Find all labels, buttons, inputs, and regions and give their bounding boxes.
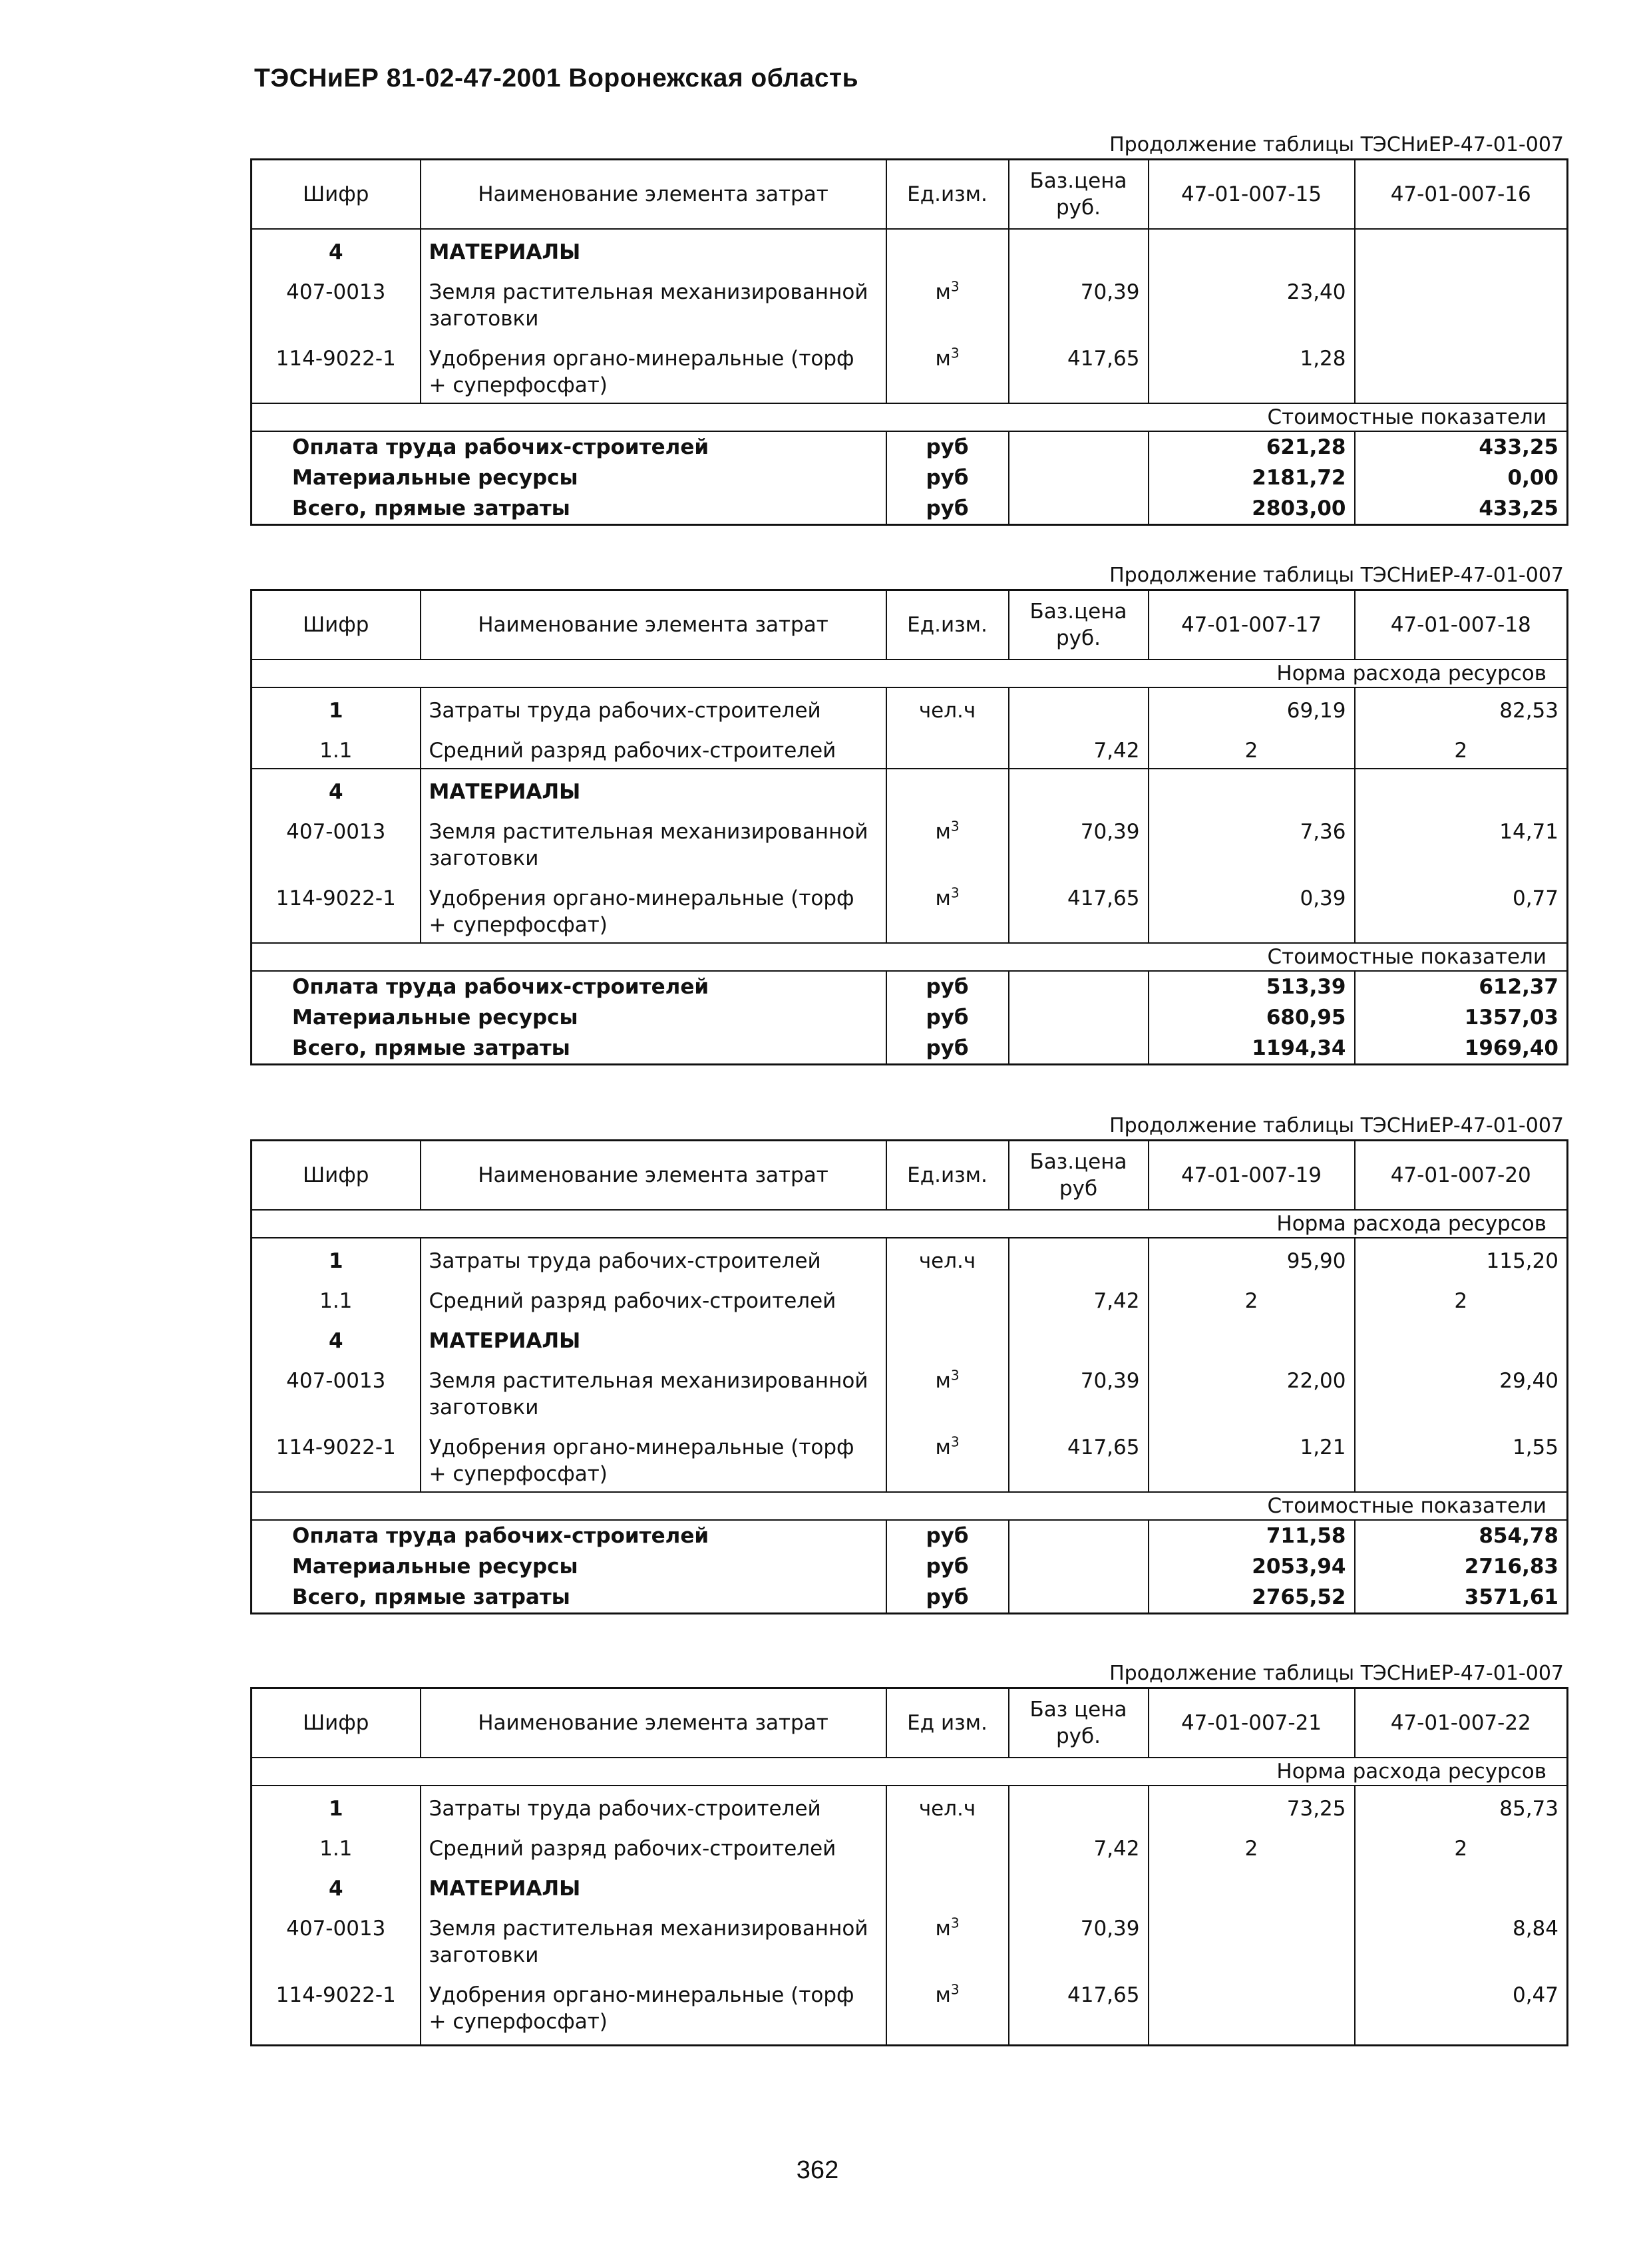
col-header-price: Баз.цена руб bbox=[1009, 1141, 1149, 1211]
cost-value-2: 2716,83 bbox=[1464, 1555, 1558, 1579]
row-value-2: 2 bbox=[1454, 1837, 1468, 1861]
col-header-name: Наименование элемента затрат bbox=[421, 1688, 886, 1758]
row-unit bbox=[886, 1973, 1009, 2046]
row-unit bbox=[886, 728, 1009, 769]
row-value-1 bbox=[1149, 769, 1355, 809]
section-norm-label: Норма расхода ресурсов bbox=[252, 660, 1568, 687]
cost-price bbox=[1009, 1582, 1149, 1614]
row-price: 417,65 bbox=[1009, 876, 1149, 943]
table-row bbox=[252, 769, 1568, 809]
cost-unit: руб bbox=[886, 493, 1009, 525]
row-value-2: 29,40 bbox=[1499, 1369, 1558, 1393]
table-block-4 bbox=[250, 1660, 1566, 2046]
row-value-2 bbox=[1355, 1866, 1568, 1906]
row-unit: чел.ч bbox=[886, 1786, 1009, 1826]
unit-cubic-meter: $м^3$ bbox=[935, 1915, 960, 1941]
cost-value-1: 621,28 bbox=[1149, 431, 1355, 463]
row-code: 1 bbox=[252, 1786, 421, 1826]
row-value-1: 7,36 bbox=[1149, 809, 1355, 876]
section-cost-label: Стоимостные показатели bbox=[252, 403, 1568, 431]
cost-unit: руб bbox=[886, 971, 1009, 1002]
cost-unit: руб bbox=[886, 1582, 1009, 1614]
row-code: 4 bbox=[252, 769, 421, 809]
table-block-2 bbox=[250, 562, 1566, 1065]
cost-value-2: 0,00 bbox=[1507, 466, 1558, 490]
table-header-row bbox=[252, 1141, 1568, 1211]
unit-cubic-meter: $м^3$ bbox=[935, 1981, 960, 2007]
table-caption: Продолжение таблицы ТЭСНиЕР-47-01-007 bbox=[1109, 564, 1564, 587]
cost-price bbox=[1009, 431, 1149, 463]
col-header-norm-2: 47-01-007-22 bbox=[1355, 1688, 1568, 1758]
table-header-row bbox=[252, 160, 1568, 230]
row-price: 70,39 bbox=[1009, 1358, 1149, 1425]
cost-price bbox=[1009, 493, 1149, 525]
section-norm-label: Норма расхода ресурсов bbox=[252, 1758, 1568, 1786]
cost-value-2: 1357,03 bbox=[1464, 1006, 1558, 1030]
unit-cubic-meter: $м^3$ bbox=[935, 818, 960, 844]
section-norm-row bbox=[252, 660, 1568, 687]
cost-row-materials bbox=[252, 1002, 1568, 1033]
col-header-unit: Ед изм. bbox=[886, 1688, 1009, 1758]
unit-cubic-meter: $м^3$ bbox=[935, 1367, 960, 1393]
row-name: Затраты труда рабочих-строителей bbox=[421, 1238, 886, 1278]
row-code: 407-0013 bbox=[252, 809, 421, 876]
unit-cubic-meter: $м^3$ bbox=[935, 278, 960, 304]
table-row bbox=[252, 687, 1568, 728]
col-header-norm-1: 47-01-007-19 bbox=[1149, 1141, 1355, 1211]
row-value-1: 23,40 bbox=[1149, 270, 1355, 336]
cost-label: Всего, прямые затраты bbox=[252, 493, 886, 525]
table-row bbox=[252, 1318, 1568, 1358]
cost-value-2: 1969,40 bbox=[1464, 1036, 1558, 1060]
cost-label: Оплата труда рабочих-строителей bbox=[252, 1520, 886, 1551]
table-row bbox=[252, 270, 1568, 336]
row-code: 1.1 bbox=[252, 728, 421, 769]
row-price bbox=[1009, 1318, 1149, 1358]
row-name: Земля растительная механизированной заготовки bbox=[421, 1358, 886, 1425]
row-name: МАТЕРИАЛЫ bbox=[421, 769, 886, 809]
row-name: Средний разряд рабочих-строителей bbox=[421, 728, 886, 769]
col-header-norm-2: 47-01-007-20 bbox=[1355, 1141, 1568, 1211]
section-cost-label: Стоимостные показатели bbox=[252, 1492, 1568, 1520]
row-code: 1 bbox=[252, 1238, 421, 1278]
row-value-1 bbox=[1149, 1866, 1355, 1906]
row-name: Средний разряд рабочих-строителей bbox=[421, 1826, 886, 1866]
row-value-1: 22,00 bbox=[1149, 1358, 1355, 1425]
row-code: 114-9022-1 bbox=[252, 1973, 421, 2046]
cost-value-1: 2181,72 bbox=[1149, 463, 1355, 493]
estimate-table-3 bbox=[250, 1139, 1568, 1614]
table-row bbox=[252, 728, 1568, 769]
cost-value-1: 1194,34 bbox=[1149, 1033, 1355, 1065]
col-header-price: Баз.цена руб. bbox=[1009, 590, 1149, 660]
table-row bbox=[252, 1786, 1568, 1826]
table-row bbox=[252, 1425, 1568, 1492]
table-row bbox=[252, 1866, 1568, 1906]
row-name: МАТЕРИАЛЫ bbox=[421, 229, 886, 270]
col-header-norm-1: 47-01-007-17 bbox=[1149, 590, 1355, 660]
row-value-2: 0,47 bbox=[1512, 1983, 1558, 2007]
row-name: Удобрения органо-минеральные (торф + суперфосфат) bbox=[421, 336, 886, 403]
row-value-1: 2 bbox=[1149, 728, 1355, 769]
col-header-unit: Ед.изм. bbox=[886, 160, 1009, 230]
row-price: 70,39 bbox=[1009, 809, 1149, 876]
table-row bbox=[252, 876, 1568, 943]
col-header-name: Наименование элемента затрат bbox=[421, 590, 886, 660]
row-value-1: 73,25 bbox=[1149, 1786, 1355, 1826]
row-price: 417,65 bbox=[1009, 336, 1149, 403]
cost-row-labor bbox=[252, 971, 1568, 1002]
row-value-2: 8,84 bbox=[1512, 1917, 1558, 1941]
table-row bbox=[252, 1906, 1568, 1973]
row-value-1: 2 bbox=[1149, 1826, 1355, 1866]
row-price bbox=[1009, 229, 1149, 270]
col-header-price: Баз цена руб. bbox=[1009, 1688, 1149, 1758]
row-code: 407-0013 bbox=[252, 270, 421, 336]
row-code: 4 bbox=[252, 229, 421, 270]
row-value-1: 2 bbox=[1149, 1278, 1355, 1318]
unit-cubic-meter: $м^3$ bbox=[935, 345, 960, 371]
table-row bbox=[252, 1826, 1568, 1866]
page-number: 362 bbox=[796, 2156, 839, 2184]
table-caption: Продолжение таблицы ТЭСНиЕР-47-01-007 bbox=[1109, 1662, 1564, 1685]
row-code: 407-0013 bbox=[252, 1906, 421, 1973]
col-header-code: Шифр bbox=[252, 1141, 421, 1211]
table-header-row bbox=[252, 590, 1568, 660]
row-unit bbox=[886, 1826, 1009, 1866]
section-cost-row bbox=[252, 943, 1568, 971]
col-header-name: Наименование элемента затрат bbox=[421, 160, 886, 230]
row-name: МАТЕРИАЛЫ bbox=[421, 1866, 886, 1906]
col-header-code: Шифр bbox=[252, 1688, 421, 1758]
col-header-norm-2: 47-01-007-18 bbox=[1355, 590, 1568, 660]
cost-price bbox=[1009, 971, 1149, 1002]
cost-price bbox=[1009, 463, 1149, 493]
section-cost-label: Стоимостные показатели bbox=[252, 943, 1568, 971]
row-code: 407-0013 bbox=[252, 1358, 421, 1425]
row-name: Земля растительная механизированной заготовки bbox=[421, 270, 886, 336]
cost-label: Материальные ресурсы bbox=[252, 1551, 886, 1582]
row-value-1: 0,39 bbox=[1149, 876, 1355, 943]
row-value-2 bbox=[1355, 229, 1568, 270]
row-value-1 bbox=[1149, 1318, 1355, 1358]
col-header-norm-1: 47-01-007-15 bbox=[1149, 160, 1355, 230]
cost-unit: руб bbox=[886, 1551, 1009, 1582]
section-cost-row bbox=[252, 1492, 1568, 1520]
row-code: 1 bbox=[252, 687, 421, 728]
row-price bbox=[1009, 1238, 1149, 1278]
row-unit bbox=[886, 1278, 1009, 1318]
cost-row-labor bbox=[252, 431, 1568, 463]
row-code: 1.1 bbox=[252, 1826, 421, 1866]
cost-unit: руб bbox=[886, 1520, 1009, 1551]
cost-row-total bbox=[252, 1033, 1568, 1065]
cost-label: Материальные ресурсы bbox=[252, 463, 886, 493]
row-value-2: 1,55 bbox=[1512, 1435, 1558, 1459]
row-unit bbox=[886, 336, 1009, 403]
cost-value-2: 433,25 bbox=[1479, 435, 1558, 459]
cost-row-materials bbox=[252, 1551, 1568, 1582]
page-header-title: ТЭСНиЕР 81-02-47-2001 Воронежская область bbox=[254, 64, 859, 93]
cost-unit: руб bbox=[886, 1033, 1009, 1065]
col-header-code: Шифр bbox=[252, 590, 421, 660]
row-value-2: 82,53 bbox=[1499, 699, 1558, 723]
row-value-1: 1,21 bbox=[1149, 1425, 1355, 1492]
row-code: 1.1 bbox=[252, 1278, 421, 1318]
section-cost-row bbox=[252, 403, 1568, 431]
row-name: Земля растительная механизированной заготовки bbox=[421, 1906, 886, 1973]
table-caption: Продолжение таблицы ТЭСНиЕР-47-01-007 bbox=[1109, 133, 1564, 156]
cost-label: Всего, прямые затраты bbox=[252, 1582, 886, 1614]
row-unit bbox=[886, 1358, 1009, 1425]
row-name: Удобрения органо-минеральные (торф + суперфосфат) bbox=[421, 1425, 886, 1492]
cost-price bbox=[1009, 1551, 1149, 1582]
row-name: Затраты труда рабочих-строителей bbox=[421, 1786, 886, 1826]
col-header-code: Шифр bbox=[252, 160, 421, 230]
cost-label: Всего, прямые затраты bbox=[252, 1033, 886, 1065]
section-norm-row bbox=[252, 1210, 1568, 1238]
row-price bbox=[1009, 1866, 1149, 1906]
row-value-2: 0,77 bbox=[1512, 886, 1558, 910]
cost-value-1: 680,95 bbox=[1149, 1002, 1355, 1033]
row-price: 417,65 bbox=[1009, 1425, 1149, 1492]
row-value-2: 2 bbox=[1454, 739, 1468, 763]
table-block-1 bbox=[250, 132, 1566, 526]
row-price: 7,42 bbox=[1009, 1278, 1149, 1318]
estimate-table-4 bbox=[250, 1687, 1568, 2046]
table-row bbox=[252, 1973, 1568, 2046]
estimate-table-2 bbox=[250, 589, 1568, 1065]
row-value-1 bbox=[1149, 1973, 1355, 2046]
row-unit: чел.ч bbox=[886, 1238, 1009, 1278]
cost-value-2: 433,25 bbox=[1479, 496, 1558, 520]
cost-label: Оплата труда рабочих-строителей bbox=[252, 431, 886, 463]
unit-cubic-meter: $м^3$ bbox=[935, 884, 960, 910]
col-header-name: Наименование элемента затрат bbox=[421, 1141, 886, 1211]
cost-unit: руб bbox=[886, 1002, 1009, 1033]
cost-price bbox=[1009, 1002, 1149, 1033]
table-header-row bbox=[252, 1688, 1568, 1758]
row-value-2: 115,20 bbox=[1486, 1249, 1558, 1273]
cost-value-2: 3571,61 bbox=[1464, 1585, 1558, 1609]
row-value-2 bbox=[1355, 270, 1568, 336]
row-price: 7,42 bbox=[1009, 1826, 1149, 1866]
row-price: 70,39 bbox=[1009, 1906, 1149, 1973]
row-value-2: 14,71 bbox=[1499, 820, 1558, 844]
row-code: 114-9022-1 bbox=[252, 876, 421, 943]
cost-unit: руб bbox=[886, 463, 1009, 493]
cost-value-1: 513,39 bbox=[1149, 971, 1355, 1002]
row-code: 114-9022-1 bbox=[252, 336, 421, 403]
cost-value-2: 854,78 bbox=[1479, 1524, 1558, 1548]
cost-price bbox=[1009, 1033, 1149, 1065]
cost-label: Материальные ресурсы bbox=[252, 1002, 886, 1033]
row-name: МАТЕРИАЛЫ bbox=[421, 1318, 886, 1358]
row-name: Земля растительная механизированной заготовки bbox=[421, 809, 886, 876]
col-header-norm-1: 47-01-007-21 bbox=[1149, 1688, 1355, 1758]
row-value-1: 95,90 bbox=[1149, 1238, 1355, 1278]
row-unit bbox=[886, 769, 1009, 809]
row-unit bbox=[886, 1425, 1009, 1492]
row-price: 70,39 bbox=[1009, 270, 1149, 336]
section-norm-label: Норма расхода ресурсов bbox=[252, 1210, 1568, 1238]
cost-value-2: 612,37 bbox=[1479, 975, 1558, 999]
cost-value-1: 2803,00 bbox=[1149, 493, 1355, 525]
estimate-table-1 bbox=[250, 158, 1568, 526]
cost-row-labor bbox=[252, 1520, 1568, 1551]
cost-label: Оплата труда рабочих-строителей bbox=[252, 971, 886, 1002]
row-name: Средний разряд рабочих-строителей bbox=[421, 1278, 886, 1318]
row-price bbox=[1009, 1786, 1149, 1826]
row-price bbox=[1009, 687, 1149, 728]
cost-row-materials bbox=[252, 463, 1568, 493]
col-header-price: Баз.цена руб. bbox=[1009, 160, 1149, 230]
table-row bbox=[252, 1278, 1568, 1318]
cost-row-total bbox=[252, 1582, 1568, 1614]
row-unit bbox=[886, 1906, 1009, 1973]
row-unit bbox=[886, 1318, 1009, 1358]
row-unit bbox=[886, 229, 1009, 270]
table-row bbox=[252, 809, 1568, 876]
row-value-2: 2 bbox=[1454, 1289, 1468, 1313]
table-caption: Продолжение таблицы ТЭСНиЕР-47-01-007 bbox=[1109, 1114, 1564, 1137]
section-norm-row bbox=[252, 1758, 1568, 1786]
table-row bbox=[252, 1358, 1568, 1425]
row-value-1: 69,19 bbox=[1149, 687, 1355, 728]
cost-row-total bbox=[252, 493, 1568, 525]
row-value-1 bbox=[1149, 1906, 1355, 1973]
table-row bbox=[252, 1238, 1568, 1278]
cost-value-1: 711,58 bbox=[1149, 1520, 1355, 1551]
row-unit bbox=[886, 809, 1009, 876]
row-unit bbox=[886, 270, 1009, 336]
table-block-3 bbox=[250, 1113, 1566, 1614]
row-price: 7,42 bbox=[1009, 728, 1149, 769]
row-value-2: 85,73 bbox=[1499, 1797, 1558, 1821]
row-name: Затраты труда рабочих-строителей bbox=[421, 687, 886, 728]
row-unit bbox=[886, 1866, 1009, 1906]
cost-price bbox=[1009, 1520, 1149, 1551]
cost-unit: руб bbox=[886, 431, 1009, 463]
col-header-norm-2: 47-01-007-16 bbox=[1355, 160, 1568, 230]
row-price: 417,65 bbox=[1009, 1973, 1149, 2046]
table-row bbox=[252, 336, 1568, 403]
unit-cubic-meter: $м^3$ bbox=[935, 1433, 960, 1459]
row-code: 114-9022-1 bbox=[252, 1425, 421, 1492]
row-name: Удобрения органо-минеральные (торф + суперфосфат) bbox=[421, 876, 886, 943]
row-value-2 bbox=[1355, 769, 1568, 809]
table-row bbox=[252, 229, 1568, 270]
row-name: Удобрения органо-минеральные (торф + суперфосфат) bbox=[421, 1973, 886, 2046]
row-unit bbox=[886, 876, 1009, 943]
row-value-1 bbox=[1149, 229, 1355, 270]
row-code: 4 bbox=[252, 1866, 421, 1906]
row-code: 4 bbox=[252, 1318, 421, 1358]
cost-value-1: 2053,94 bbox=[1149, 1551, 1355, 1582]
col-header-unit: Ед.изм. bbox=[886, 590, 1009, 660]
row-value-2 bbox=[1355, 1318, 1568, 1358]
row-unit: чел.ч bbox=[886, 687, 1009, 728]
row-value-2 bbox=[1355, 336, 1568, 403]
col-header-unit: Ед.изм. bbox=[886, 1141, 1009, 1211]
row-value-1: 1,28 bbox=[1149, 336, 1355, 403]
cost-value-1: 2765,52 bbox=[1149, 1582, 1355, 1614]
row-price bbox=[1009, 769, 1149, 809]
